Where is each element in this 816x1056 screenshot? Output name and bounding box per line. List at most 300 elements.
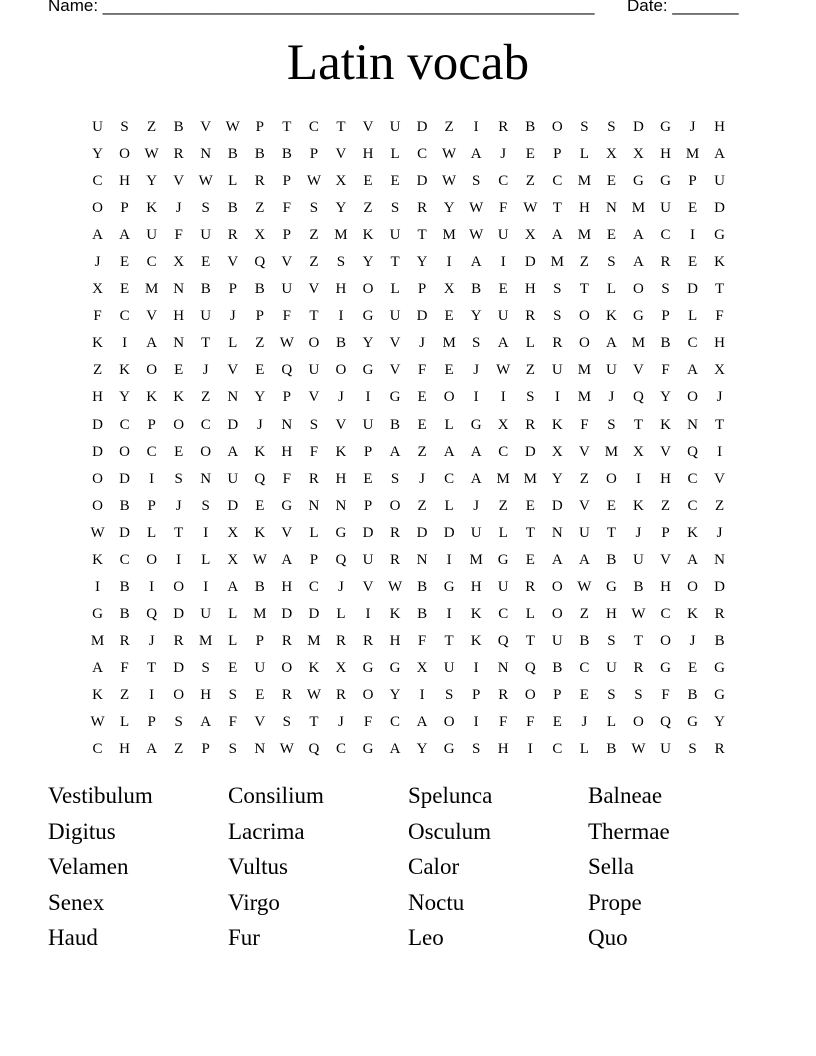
grid-cell: E bbox=[606, 173, 616, 190]
grid-cell: G bbox=[362, 308, 374, 325]
grid-cell: P bbox=[120, 200, 129, 217]
grid-cell: I bbox=[203, 578, 209, 595]
grid-cell: V bbox=[227, 254, 239, 271]
grid-cell: D bbox=[416, 308, 428, 325]
grid-cell: S bbox=[201, 497, 210, 514]
grid-cell: W bbox=[442, 146, 457, 163]
grid-row bbox=[84, 168, 734, 195]
grid-cell: B bbox=[390, 416, 401, 433]
grid-cell: U bbox=[633, 551, 644, 568]
word-list-item: Lacrima bbox=[228, 818, 305, 844]
grid-cell: I bbox=[365, 389, 371, 406]
grid-cell: G bbox=[497, 551, 509, 568]
grid-cell: G bbox=[362, 362, 374, 379]
grid-cell: D bbox=[524, 254, 536, 271]
grid-cell: V bbox=[633, 362, 644, 379]
grid-cell: H bbox=[335, 281, 347, 298]
grid-cell: R bbox=[390, 551, 401, 568]
grid-cell: P bbox=[147, 714, 156, 731]
grid-cell: B bbox=[633, 578, 644, 595]
grid-cell: D bbox=[524, 443, 536, 460]
grid-cell: M bbox=[577, 389, 592, 406]
grid-cell: I bbox=[473, 659, 479, 676]
grid-cell: L bbox=[525, 335, 535, 352]
grid-cell: A bbox=[578, 551, 590, 568]
grid-cell: L bbox=[147, 524, 157, 541]
grid-cell: M bbox=[442, 227, 456, 244]
grid-row bbox=[84, 249, 734, 276]
grid-cell: J bbox=[202, 362, 209, 379]
grid-cell: P bbox=[255, 632, 264, 649]
grid-cell: B bbox=[281, 146, 292, 163]
grid-cell: K bbox=[254, 524, 266, 541]
grid-cell: S bbox=[228, 687, 237, 703]
grid-cell: U bbox=[362, 416, 374, 433]
grid-cell: A bbox=[416, 714, 428, 731]
grid-cell: I bbox=[122, 335, 128, 352]
grid-cell: R bbox=[525, 416, 536, 433]
grid-cell: T bbox=[633, 632, 644, 649]
grid-cell: D bbox=[714, 578, 726, 595]
grid-row bbox=[84, 682, 734, 709]
grid-cell: S bbox=[390, 470, 400, 487]
grid-cell: F bbox=[309, 443, 319, 460]
grid-cell: I bbox=[473, 119, 479, 136]
grid-cell: J bbox=[689, 632, 696, 649]
grid-cell: C bbox=[498, 173, 509, 190]
grid-cell: K bbox=[633, 497, 644, 514]
grid-cell: C bbox=[119, 416, 130, 433]
grid-cell: B bbox=[173, 119, 184, 136]
grid-cell: L bbox=[606, 714, 616, 731]
grid-cell: O bbox=[92, 200, 103, 217]
grid-cell: E bbox=[390, 173, 400, 190]
grid-cell: M bbox=[577, 173, 592, 190]
grid-cell: O bbox=[687, 578, 698, 595]
grid-cell: P bbox=[282, 173, 292, 190]
grid-cell: M bbox=[199, 632, 213, 649]
grid-cell: E bbox=[363, 173, 373, 190]
grid-cell: A bbox=[227, 443, 239, 460]
grid-cell: T bbox=[525, 632, 535, 649]
grid-cell: R bbox=[173, 632, 184, 649]
grid-cell: C bbox=[660, 605, 671, 622]
grid-cell: J bbox=[500, 146, 507, 163]
page-title: Latin vocab bbox=[286, 35, 530, 91]
grid-cell: O bbox=[362, 687, 374, 703]
grid-cell: K bbox=[605, 308, 617, 325]
word-list-item: Leo bbox=[408, 925, 444, 950]
grid-cell: W bbox=[252, 551, 267, 568]
grid-cell: N bbox=[551, 524, 563, 541]
grid-cell: V bbox=[200, 119, 212, 136]
grid-cell: E bbox=[444, 362, 454, 379]
grid-cell: B bbox=[227, 200, 238, 217]
grid-cell: S bbox=[228, 741, 237, 758]
grid-cell: O bbox=[92, 470, 103, 487]
grid-cell: E bbox=[119, 281, 130, 298]
grid-cell: B bbox=[254, 281, 265, 298]
grid-cell: I bbox=[527, 741, 533, 758]
grid-cell: D bbox=[92, 416, 103, 433]
grid-cell: J bbox=[581, 714, 588, 731]
grid-cell: O bbox=[551, 119, 563, 136]
grid-cell: G bbox=[335, 524, 347, 541]
grid-cell: V bbox=[281, 524, 293, 541]
grid-cell: K bbox=[146, 200, 158, 217]
grid-cell: Q bbox=[281, 362, 293, 379]
grid-cell: E bbox=[606, 227, 616, 244]
grid-cell: B bbox=[579, 632, 590, 649]
grid-row bbox=[84, 601, 734, 628]
grid-cell: R bbox=[281, 687, 292, 703]
grid-cell: B bbox=[417, 605, 428, 622]
grid-cell: U bbox=[389, 119, 401, 136]
grid-cell: U bbox=[92, 119, 103, 136]
grid-cell: A bbox=[443, 443, 455, 460]
grid-cell: S bbox=[120, 119, 129, 136]
grid-cell: K bbox=[146, 389, 158, 406]
grid-cell: T bbox=[201, 335, 211, 352]
grid-cell: R bbox=[281, 632, 292, 649]
grid-cell: O bbox=[119, 146, 130, 163]
grid-cell: D bbox=[173, 605, 185, 622]
grid-cell: U bbox=[227, 470, 239, 487]
grid-cell: V bbox=[335, 416, 347, 433]
grid-cell: D bbox=[687, 281, 698, 298]
grid-cell: Y bbox=[362, 335, 374, 352]
grid-cell: W bbox=[496, 362, 511, 379]
grid-cell: P bbox=[147, 416, 156, 433]
grid-cell: S bbox=[634, 687, 643, 703]
grid-cell: A bbox=[227, 578, 239, 595]
grid-cell: P bbox=[255, 119, 264, 136]
grid-cell: Q bbox=[524, 659, 536, 676]
grid-cell: I bbox=[635, 470, 641, 487]
word-list-item: Digitus bbox=[48, 818, 116, 844]
grid-cell: A bbox=[605, 335, 617, 352]
grid-cell: R bbox=[633, 659, 644, 676]
grid-cell: G bbox=[633, 308, 644, 325]
grid-cell: U bbox=[660, 200, 671, 217]
grid-cell: R bbox=[498, 119, 509, 136]
word-list-item: Consilium bbox=[228, 783, 324, 808]
grid-cell: Z bbox=[119, 687, 130, 703]
grid-cell: J bbox=[94, 254, 101, 271]
grid-cell: N bbox=[173, 335, 185, 352]
grid-cell: Z bbox=[579, 470, 589, 487]
grid-cell: A bbox=[687, 551, 698, 568]
grid-cell: F bbox=[526, 714, 535, 731]
grid-cell: O bbox=[200, 443, 212, 460]
grid-cell: A bbox=[200, 714, 212, 731]
grid-cell: D bbox=[416, 173, 428, 190]
grid-cell: Z bbox=[92, 362, 103, 379]
grid-cell: B bbox=[200, 281, 211, 298]
grid-cell: B bbox=[254, 578, 265, 595]
grid-cell: Z bbox=[417, 497, 427, 514]
grid-cell: O bbox=[687, 389, 698, 406]
grid-cell: U bbox=[497, 227, 509, 244]
grid-cell: E bbox=[687, 200, 698, 217]
grid-cell: L bbox=[525, 605, 535, 622]
grid-cell: T bbox=[309, 308, 319, 325]
grid-cell: R bbox=[525, 308, 536, 325]
grid-cell: E bbox=[417, 389, 427, 406]
grid-cell: N bbox=[173, 281, 185, 298]
grid-cell: I bbox=[446, 551, 452, 568]
grid-cell: P bbox=[417, 281, 427, 298]
grid-cell: G bbox=[362, 659, 374, 676]
grid-cell: T bbox=[174, 524, 184, 541]
grid-cell: Q bbox=[633, 389, 644, 406]
grid-cell: H bbox=[119, 741, 130, 758]
grid-cell: W bbox=[90, 524, 105, 541]
date-label: Date: _______ bbox=[627, 0, 739, 15]
grid-cell: K bbox=[92, 335, 103, 352]
grid-cell: W bbox=[279, 335, 294, 352]
grid-cell: W bbox=[442, 173, 457, 190]
word-list-item: Vestibulum bbox=[48, 783, 153, 808]
grid-row bbox=[84, 330, 734, 357]
grid-cell: Q bbox=[146, 605, 158, 622]
grid-cell: H bbox=[200, 687, 212, 703]
grid-cell: P bbox=[661, 308, 670, 325]
grid-cell: E bbox=[498, 281, 508, 298]
grid-cell: O bbox=[633, 714, 644, 731]
grid-cell: X bbox=[633, 146, 644, 163]
grid-cell: U bbox=[714, 173, 726, 190]
grid-cell: U bbox=[497, 308, 509, 325]
grid-cell: C bbox=[687, 470, 698, 487]
grid-cell: I bbox=[717, 443, 723, 460]
grid-cell: S bbox=[553, 308, 562, 325]
grid-cell: I bbox=[365, 605, 371, 622]
grid-cell: C bbox=[498, 605, 509, 622]
grid-cell: B bbox=[525, 119, 536, 136]
grid-cell: N bbox=[227, 389, 239, 406]
grid-cell: Z bbox=[444, 119, 454, 136]
grid-cell: O bbox=[443, 714, 455, 731]
grid-cell: C bbox=[552, 741, 563, 758]
word-list-item: Spelunca bbox=[408, 783, 493, 808]
grid-cell: H bbox=[281, 443, 293, 460]
grid-cell: L bbox=[606, 281, 616, 298]
grid-cell: U bbox=[200, 227, 212, 244]
grid-cell: M bbox=[550, 254, 564, 271]
grid-cell: R bbox=[390, 524, 401, 541]
grid-cell: U bbox=[146, 227, 158, 244]
grid-row bbox=[84, 384, 734, 411]
grid-cell: P bbox=[228, 281, 237, 298]
grid-cell: R bbox=[335, 632, 346, 649]
grid-cell: O bbox=[146, 362, 158, 379]
grid-cell: P bbox=[553, 687, 562, 703]
grid-cell: S bbox=[607, 119, 616, 136]
grid-cell: K bbox=[714, 254, 726, 271]
grid-cell: F bbox=[282, 308, 292, 325]
grid-cell: D bbox=[416, 119, 428, 136]
grid-row bbox=[84, 412, 734, 439]
grid-cell: C bbox=[444, 470, 455, 487]
grid-cell: D bbox=[227, 497, 239, 514]
grid-cell: P bbox=[282, 227, 292, 244]
grid-cell: P bbox=[255, 308, 264, 325]
grid-cell: A bbox=[281, 551, 293, 568]
grid-cell: O bbox=[443, 389, 455, 406]
grid-row bbox=[84, 547, 734, 574]
grid-cell: O bbox=[173, 578, 185, 595]
grid-cell: I bbox=[500, 254, 506, 271]
grid-cell: I bbox=[690, 227, 696, 244]
grid-cell: H bbox=[362, 146, 374, 163]
grid-cell: F bbox=[228, 714, 237, 731]
grid-cell: B bbox=[552, 659, 563, 676]
grid-cell: G bbox=[660, 173, 671, 190]
grid-cell: H bbox=[92, 389, 103, 406]
grid-cell: Z bbox=[363, 200, 373, 217]
grid-cell: M bbox=[631, 200, 646, 217]
grid-cell: Q bbox=[254, 254, 266, 271]
grid-cell: F bbox=[499, 714, 508, 731]
grid-cell: X bbox=[227, 524, 239, 541]
grid-cell: Q bbox=[254, 470, 266, 487]
grid-cell: O bbox=[119, 443, 130, 460]
grid-cell: K bbox=[551, 416, 563, 433]
grid-cell: O bbox=[605, 470, 617, 487]
grid-cell: O bbox=[578, 335, 590, 352]
grid-cell: L bbox=[201, 551, 211, 568]
grid-cell: C bbox=[308, 578, 319, 595]
grid-cell: N bbox=[605, 200, 617, 217]
grid-cell: Y bbox=[362, 254, 374, 271]
grid-cell: Z bbox=[579, 605, 589, 622]
grid-cell: M bbox=[577, 362, 592, 379]
grid-cell: G bbox=[714, 227, 726, 244]
grid-cell: M bbox=[523, 470, 537, 487]
grid-cell: H bbox=[714, 335, 726, 352]
grid-cell: P bbox=[309, 146, 319, 163]
grid-cell: T bbox=[390, 254, 400, 271]
grid-cell: L bbox=[228, 605, 238, 622]
grid-cell: S bbox=[607, 632, 616, 649]
grid-row bbox=[84, 574, 734, 601]
grid-cell: O bbox=[173, 416, 185, 433]
grid-cell: B bbox=[471, 281, 482, 298]
grid-cell: Z bbox=[417, 443, 427, 460]
grid-row bbox=[84, 628, 734, 655]
grid-cell: X bbox=[605, 146, 617, 163]
grid-cell: M bbox=[334, 227, 348, 244]
grid-cell: S bbox=[607, 687, 616, 703]
grid-cell: Z bbox=[309, 254, 319, 271]
grid-cell: A bbox=[497, 335, 509, 352]
grid-cell: Z bbox=[201, 389, 211, 406]
grid-cell: F bbox=[661, 362, 670, 379]
grid-cell: S bbox=[201, 200, 210, 217]
grid-cell: J bbox=[229, 308, 236, 325]
grid-cell: R bbox=[308, 470, 319, 487]
grid-cell: C bbox=[687, 335, 698, 352]
grid-cell: J bbox=[473, 497, 480, 514]
grid-cell: V bbox=[714, 470, 726, 487]
grid-cell: Y bbox=[416, 741, 428, 758]
grid-cell: I bbox=[176, 551, 182, 568]
grid-cell: K bbox=[660, 416, 671, 433]
grid-cell: O bbox=[146, 551, 158, 568]
grid-cell: F bbox=[580, 416, 589, 433]
grid-cell: K bbox=[389, 605, 401, 622]
grid-cell: U bbox=[551, 632, 563, 649]
grid-cell: W bbox=[631, 741, 646, 758]
grid-cell: N bbox=[254, 741, 266, 758]
grid-cell: Y bbox=[714, 714, 726, 731]
grid-cell: S bbox=[309, 200, 319, 217]
grid-cell: U bbox=[497, 578, 509, 595]
grid-cell: E bbox=[255, 687, 265, 703]
grid-row bbox=[84, 195, 734, 222]
name-label: Name: ____________________________________________________ bbox=[48, 0, 595, 15]
grid-cell: V bbox=[254, 714, 266, 731]
grid-cell: C bbox=[579, 659, 590, 676]
grid-cell: L bbox=[228, 632, 238, 649]
grid-cell: E bbox=[119, 254, 130, 271]
grid-cell: U bbox=[281, 281, 293, 298]
grid-cell: R bbox=[525, 578, 536, 595]
grid-cell: V bbox=[146, 308, 158, 325]
grid-cell: Z bbox=[147, 119, 157, 136]
grid-cell: S bbox=[201, 659, 210, 676]
grid-cell: D bbox=[227, 416, 239, 433]
grid-row bbox=[84, 276, 734, 303]
grid-cell: M bbox=[604, 443, 619, 460]
grid-cell: E bbox=[174, 362, 184, 379]
grid-cell: R bbox=[660, 254, 671, 271]
grid-cell: J bbox=[473, 362, 480, 379]
grid-cell: W bbox=[198, 173, 213, 190]
grid-cell: L bbox=[444, 416, 454, 433]
grid-cell: R bbox=[173, 146, 184, 163]
grid-cell: A bbox=[92, 227, 103, 244]
grid-cell: J bbox=[419, 335, 425, 352]
grid-cell: R bbox=[254, 173, 265, 190]
grid-cell: F bbox=[417, 632, 427, 649]
grid-cell: S bbox=[607, 254, 616, 271]
grid-cell: Z bbox=[660, 497, 671, 514]
grid-cell: V bbox=[308, 281, 320, 298]
grid-cell: W bbox=[279, 741, 294, 758]
grid-cell: G bbox=[605, 578, 617, 595]
grid-cell: K bbox=[470, 632, 482, 649]
grid-cell: B bbox=[606, 741, 617, 758]
grid-cell: X bbox=[335, 173, 347, 190]
grid-cell: W bbox=[144, 146, 159, 163]
grid-cell: E bbox=[687, 659, 698, 676]
grid-row bbox=[84, 141, 734, 168]
grid-cell: M bbox=[307, 632, 321, 649]
grid-cell: G bbox=[362, 741, 374, 758]
grid-cell: I bbox=[338, 308, 344, 325]
grid-cell: J bbox=[338, 578, 344, 595]
grid-cell: A bbox=[146, 335, 158, 352]
grid-cell: J bbox=[175, 497, 182, 514]
grid-cell: K bbox=[470, 605, 482, 622]
grid-cell: Z bbox=[309, 227, 319, 244]
grid-cell: L bbox=[119, 714, 130, 731]
grid-cell: W bbox=[90, 714, 105, 731]
grid-cell: Y bbox=[443, 200, 455, 217]
grid-cell: X bbox=[633, 443, 644, 460]
